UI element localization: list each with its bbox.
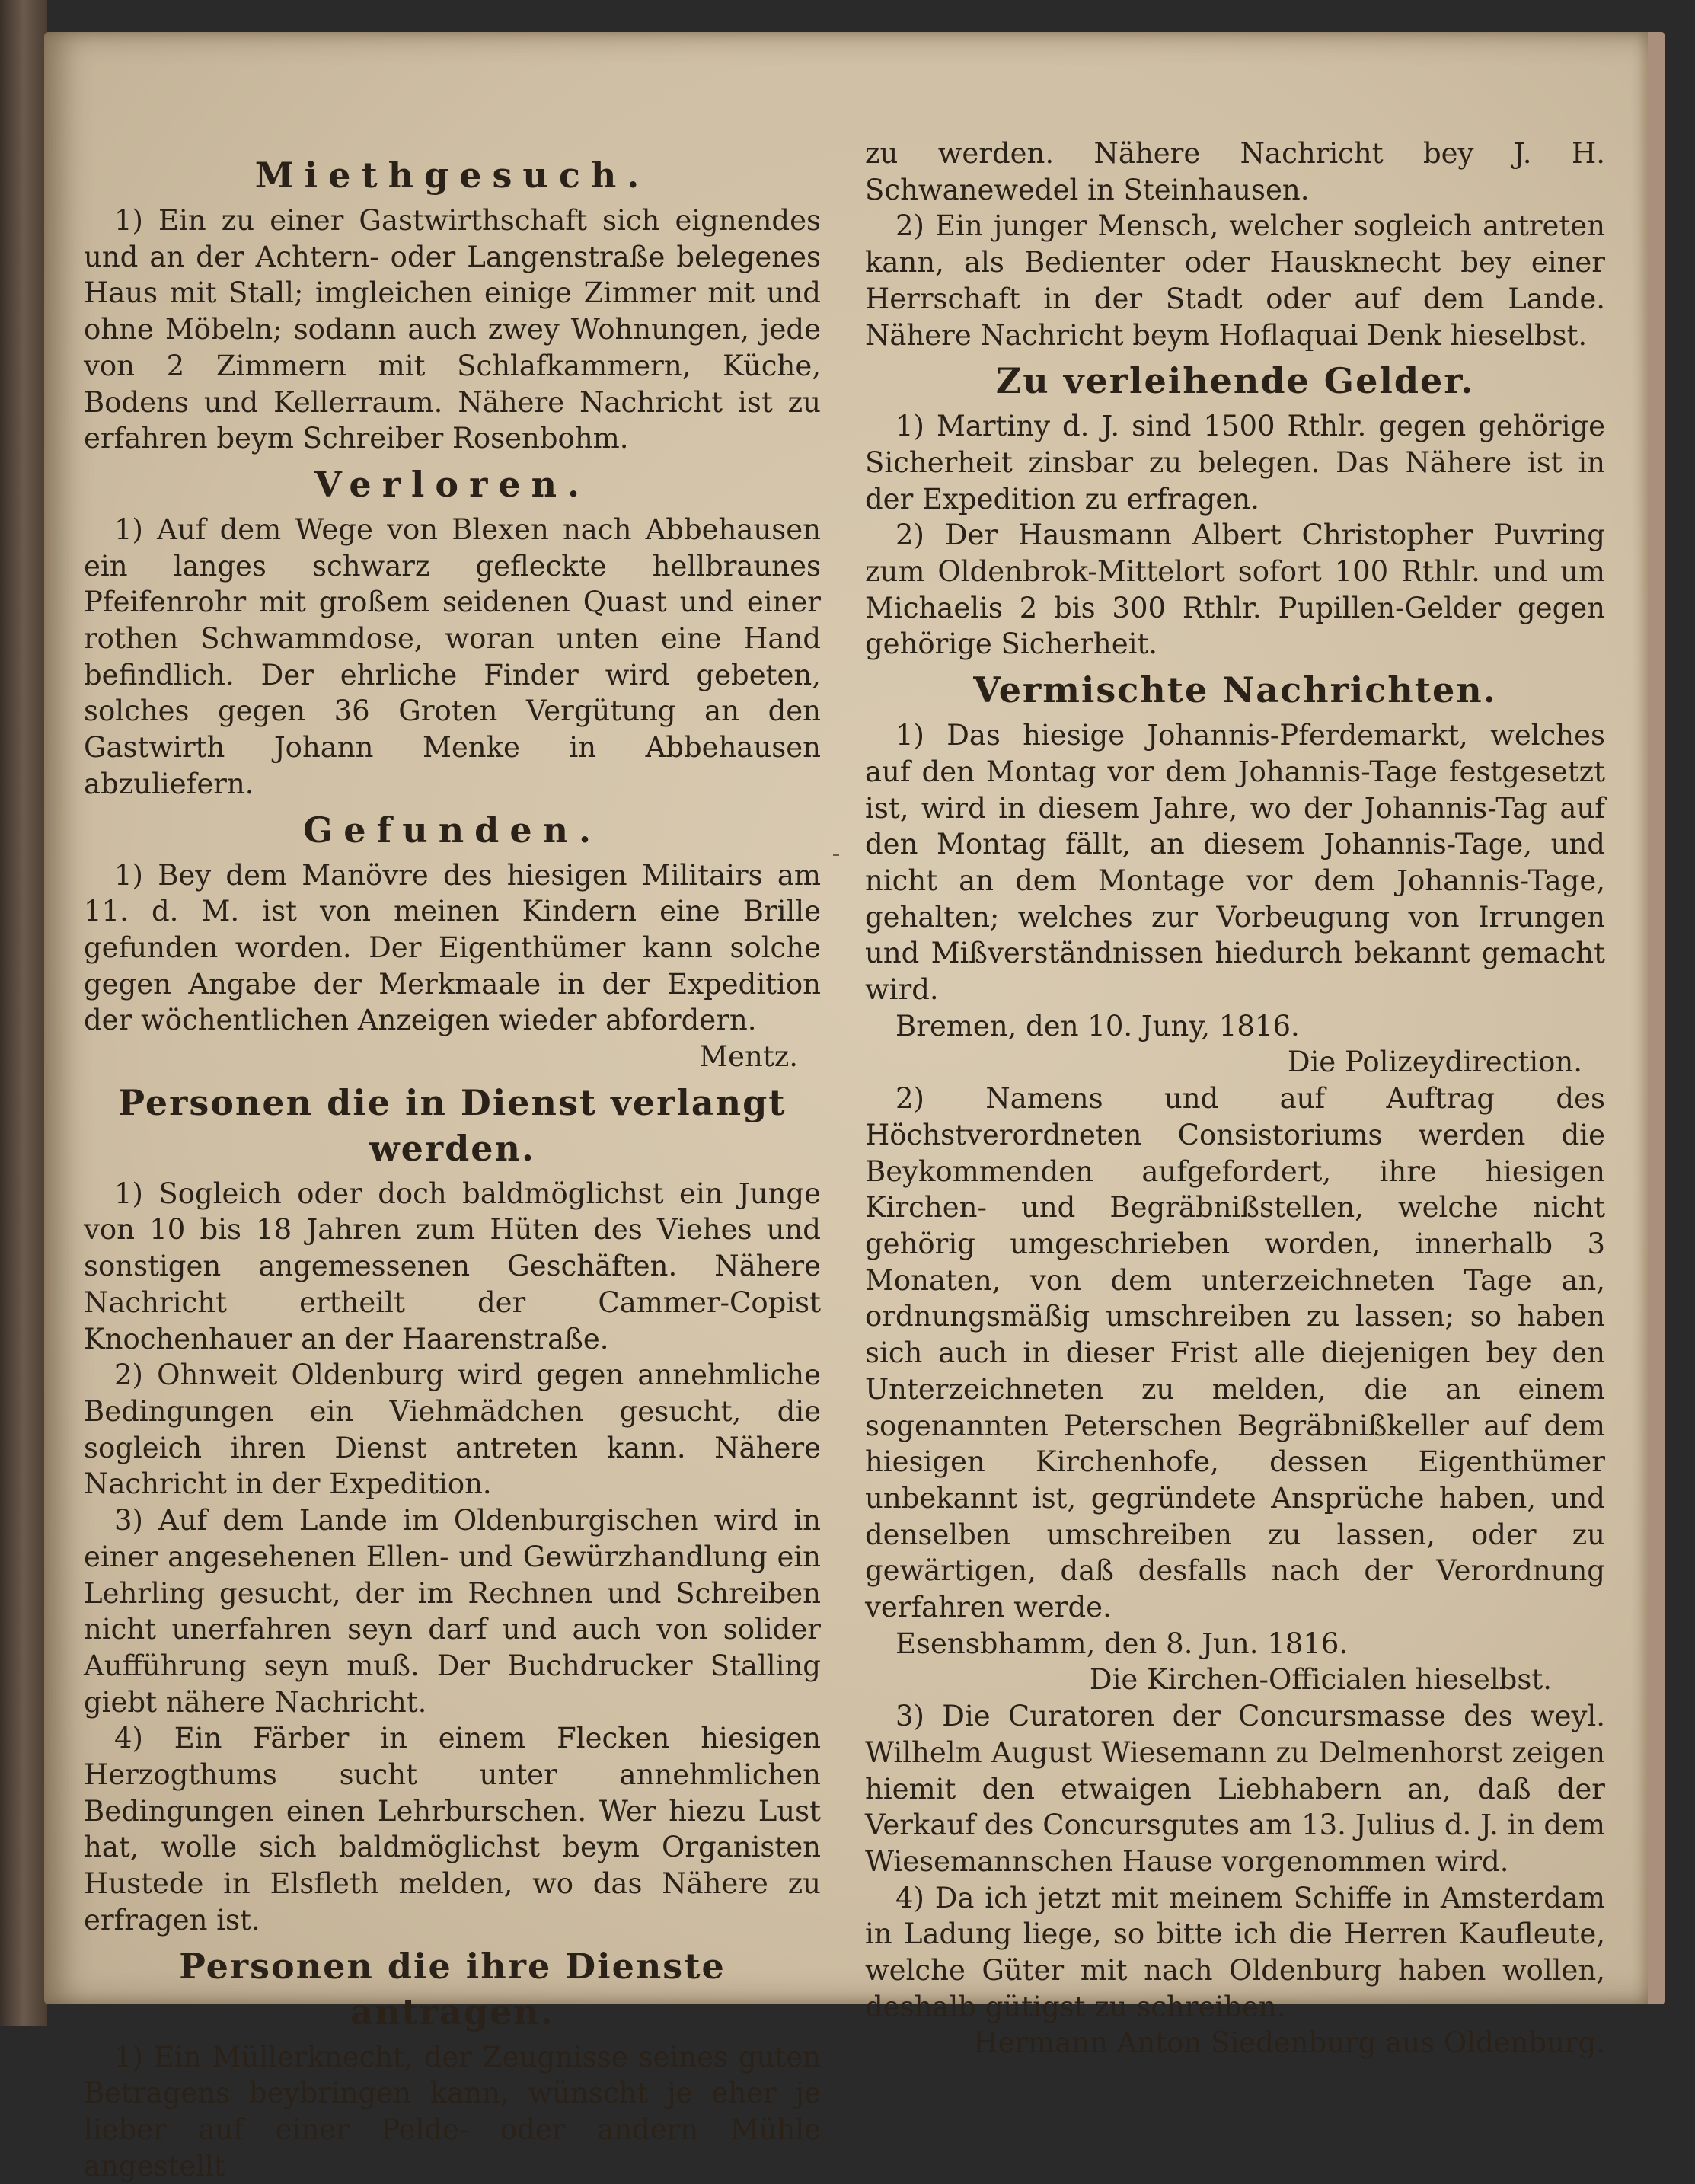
signature-polizeydirection: Die Polizeydirection.	[1287, 1046, 1582, 1079]
heading-dienst-verlangt: Personen die in Dienst verlangt werden.	[118, 1081, 787, 1169]
heading-miethgesuch: Miethgesuch.	[254, 155, 650, 196]
heading-dienste-antragen: Personen die ihre Dienste antragen.	[179, 1945, 726, 2032]
book-spine-edge	[0, 0, 47, 2026]
notice-verloren-1: 1) Auf dem Wege von Blexen nach Abbehausen ein langes schwarz gefleckte hellbraunes Pfeifenrohr mit großem seidenen Quast und einer rothen Schwammdose, woran unten eine Hand befindlich. Der ehrliche Finder wird gebeten, solches gegen 36 Groten Vergütung an den Gastwirth Johann Menke in Abbehausen abzuliefern.	[84, 512, 821, 800]
heading-gelder: Zu verleihende Gelder.	[995, 360, 1475, 402]
heading-vermischte: Vermischte Nachrichten.	[973, 669, 1497, 711]
notice-gelder-2: 2) Der Hausmann Albert Christopher Puvring zum Oldenbrok-Mittelort sofort 100 Rthlr. und um Michaelis 2 bis 300 Rthlr. Pupillen-Gelder gegen gehörige Sicherheit.	[865, 519, 1605, 661]
notice-dienst-verlangt-3: 3) Auf dem Lande im Oldenburgischen wird in einer angesehenen Ellen- und Gewürzhandlung ein Lehrling gesucht, der im Rechnen und Schreiben nicht unerfahren seyn darf und auch von solider Aufführung seyn muß. Der Buchdrucker Stalling giebt nähere Nachricht.	[84, 1504, 821, 1719]
notice-dienst-verlangt-2: 2) Ohnweit Oldenburg wird gegen annehmliche Bedingungen ein Viehmädchen gesucht, die sogleich ihren Dienst antreten kann. Nähere Nachricht in der Expedition.	[84, 1359, 821, 1501]
notice-dienste-antragen-2: 2) Ein junger Mensch, welcher sogleich antreten kann, als Bedienter oder Hausknecht bey einer Herrschaft in der Stadt oder auf dem Lande. Nähere Nachricht beym Hoflaquai Denk hieselbst.	[865, 209, 1605, 352]
heading-verloren: Verloren.	[314, 463, 591, 505]
notice-vermischte-2: 2) Namens und auf Auftrag des Höchstverordneten Consistoriums werden die Beykommenden aufgefordert, ihre hiesigen Kirchen- und Begräbnißstellen, welche nicht gehörig umgeschrieben worden, innerhalb 3 Monaten, von dem unterzeichneten Tage an, ordnungsmäßig umschreiben zu lassen; so haben sich auch in dieser Frist alle diejenigen bey den Unterzeichneten zu melden, die an einem sogenannten Peterschen Begräbnißkeller auf dem hiesigen Kirchenhofe, dessen Eigenthümer unbekannt ist, gegründete Ansprüche haben, und denselben umschreiben zu lassen, oder zu gewärtigen, daß desfalls nach der Verordnung verfahren werde.	[865, 1082, 1605, 1624]
notice-gelder-1: 1) Martiny d. J. sind 1500 Rthlr. gegen gehörige Sicherheit zinsbar zu belegen. Das Nähere ist in der Expedition zu erfragen.	[865, 410, 1605, 516]
notice-vermischte-3: 3) Die Curatoren der Concursmasse des weyl. Wilhelm August Wiesemann zu Delmenhorst zeigen hiemit den etwaigen Liebhabern an, daß der Verkauf des Concursgutes am 13. Julius d. J. in dem Wiesemannschen Hause vorgenommen wird.	[865, 1700, 1605, 1878]
newspaper-page	[44, 32, 1665, 2182]
dateline-bremen: Bremen, den 10. Juny, 1816.	[895, 1009, 1300, 1043]
signature-siedenburg: Hermann Anton Siedenburg aus Oldenburg.	[973, 2026, 1605, 2060]
notice-dienst-verlangt-4: 4) Ein Färber in einem Flecken hiesigen Herzogthums sucht unter annehmlichen Bedingungen einen Lehrburschen. Wer hiezu Lust hat, wolle sich baldmöglichst beym Organisten Hustede in Elsfleth melden, wo das Nähere zu erfragen ist.	[84, 1722, 821, 1937]
notice-miethgesuch-1: 1) Ein zu einer Gastwirthschaft sich eignendes und an der Achtern- oder Langenstraße belegenes Haus mit Stall; imgleichen einige Zimmer mit und ohne Möbeln; sodann auch zwey Wohnungen, jede von 2 Zimmern mit Schlafkammern, Küche, Bodens und Kellerraum. Nähere Nachricht ist zu erfahren beym Schreiber Rosenbohm.	[84, 204, 821, 455]
dateline-esensbhamm: Esensbhamm, den 8. Jun. 1816.	[895, 1627, 1349, 1660]
notice-continuation: zu werden. Nähere Nachricht bey J. H. Schwanewedel in Steinhausen.	[865, 137, 1605, 206]
notice-vermischte-1: 1) Das hiesige Johannis-Pferdemarkt, welches auf den Montag vor dem Johannis-Tage festgesetzt ist, wird in diesem Jahre, wo der Johannis-Tag auf den Montag fällt, an diesem Johannis-Tage, und nicht an dem Montage vor dem Johannis-Tage, gehalten; welches zur Vorbeugung von Irrungen und Mißverständnissen hiedurch bekannt gemacht wird.	[865, 719, 1605, 1007]
signature-mentz: Mentz.	[699, 1040, 798, 1074]
notice-dienste-antragen-1: 1) Ein Müllerknecht, der Zeugnisse seines guten Betragens beybringen kann, wünscht je eher je lieber auf einer Pelde- oder andern Mühle angestellt	[84, 2040, 821, 2182]
gutter-mark	[833, 854, 839, 856]
notice-dienst-verlangt-1: 1) Sogleich oder doch baldmöglichst ein Junge von 10 bis 18 Jahren zum Hüten des Viehes und sonstigen angemessenen Geschäften. Nähere Nachricht ertheilt der Cammer-Copist Knochenhauer an der Haarenstraße.	[84, 1177, 821, 1355]
heading-gefunden: Gefunden.	[302, 809, 602, 851]
signature-kirchen-officialen: Die Kirchen-Officialen hieselbst.	[1089, 1663, 1552, 1697]
notice-vermischte-4: 4) Da ich jetzt mit meinem Schiffe in Amsterdam in Ladung liege, so bitte ich die Herren Kaufleute, welche Güter mit nach Oldenburg haben wollen, deshalb gütigst zu schreiben.	[865, 1881, 1605, 2023]
left-column	[84, 148, 821, 2184]
right-column	[865, 136, 1605, 2061]
notice-gefunden-1: 1) Bey dem Manövre des hiesigen Militairs am 11. d. M. ist von meinen Kindern eine Brille gefunden worden. Der Eigenthümer kann solche gegen Angabe der Merkmaale in der Expedition der wöchentlichen Anzeigen wieder abfordern.	[84, 858, 821, 1037]
